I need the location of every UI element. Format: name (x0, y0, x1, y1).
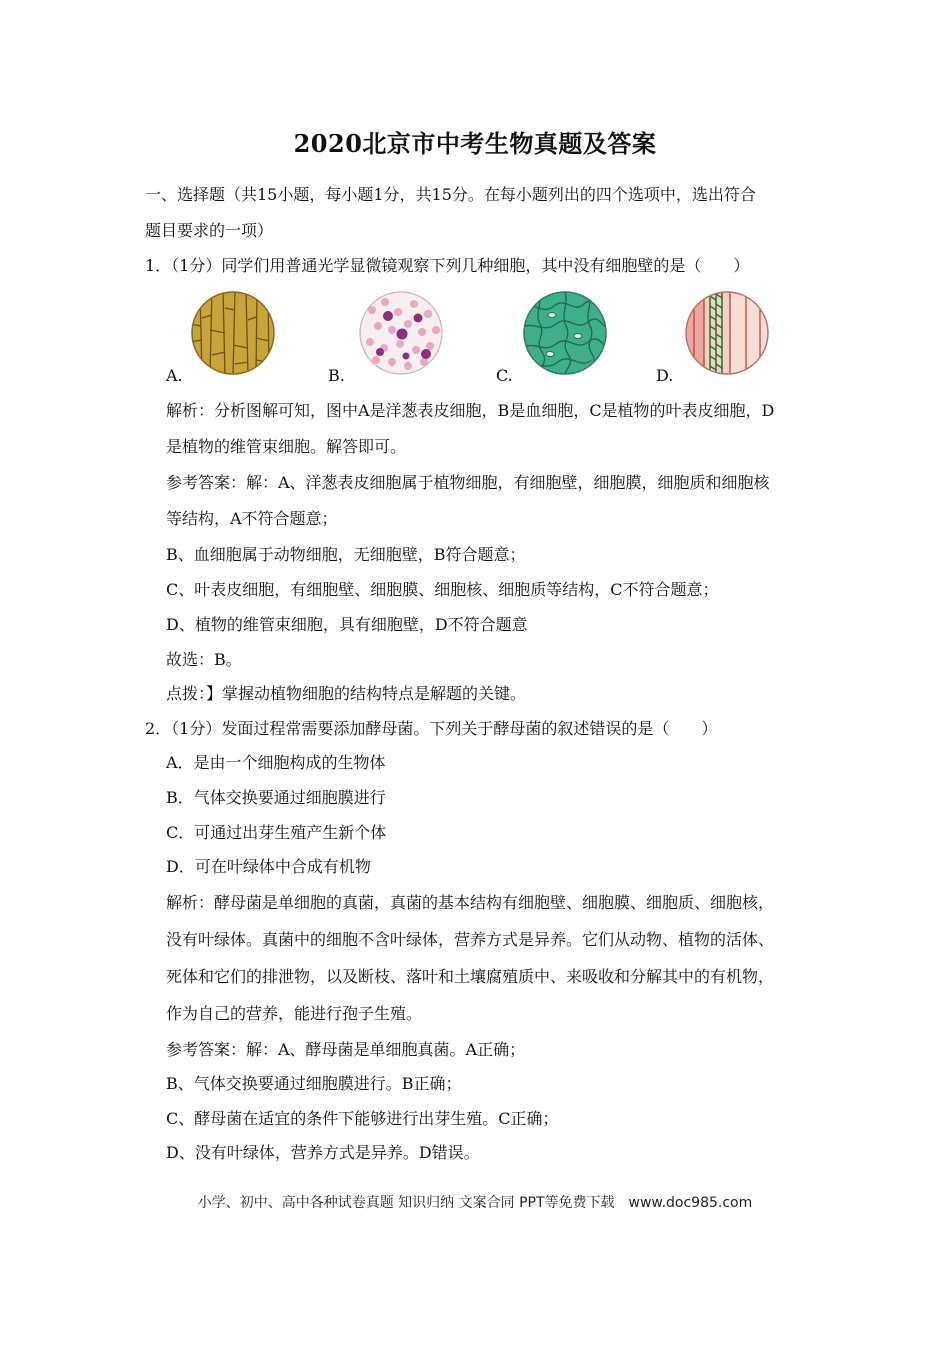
q2-answer-d: D、没有叶绿体，营养方式是异养。D错误。 (166, 1143, 480, 1162)
q2-option-a: A．是由一个细胞构成的生物体 (166, 753, 386, 772)
q1-answer-b: B、血细胞属于动物细胞，无细胞壁，B符合题意； (166, 545, 526, 564)
page-footer: 小学、初中、高中各种试卷真题 知识归纳 文案合同 PPT等免费下载 www.doc985.com (197, 1195, 753, 1211)
q2-answer: 参考答案：解：A、酵母菌是单细胞真菌。A正确； (166, 1040, 526, 1059)
question-2-stem: 2．（1分）发面过程常需要添加酵母菌。下列关于酵母菌的叙述错误的是（ ） (145, 719, 718, 738)
option-c-label: C. (496, 366, 513, 385)
q2-answer-c: C、酵母菌在适宜的条件下能够进行出芽生殖。C正确； (166, 1109, 559, 1128)
q1-tip: 点拨：】掌握动植物细胞的结构特点是解题的关键。 (166, 684, 527, 703)
q1-analysis: 解析：分析图解可知，图中A是洋葱表皮细胞，B是血细胞，C是植物的叶表皮细胞，D (166, 401, 775, 420)
figure-blood-cells (358, 290, 444, 376)
q2-option-b: B．气体交换要通过细胞膜进行 (166, 788, 386, 807)
section-heading-cont: 题目要求的一项） (145, 221, 274, 240)
q1-answer-cont: 等结构，A不符合题意； (166, 509, 338, 528)
q2-answer-b: B、气体交换要通过细胞膜进行。B正确； (166, 1074, 462, 1093)
question-1-figures (0, 290, 950, 385)
figure-onion-epidermis (190, 290, 276, 376)
q2-analysis: 解析：酵母菌是单细胞的真菌，真菌的基本结构有细胞壁、细胞膜、细胞质、细胞核， (166, 893, 775, 912)
figure-leaf-epidermis (522, 290, 608, 376)
q2-analysis-cont-2: 死体和它们的排泄物，以及断枝、落叶和土壤腐殖质中、来吸收和分解其中的有机物， (166, 967, 775, 986)
q1-answer-c: C、叶表皮细胞，有细胞壁、细胞膜、细胞核、细胞质等结构，C不符合题意； (166, 580, 719, 599)
q2-option-d: D．可在叶绿体中合成有机物 (166, 857, 371, 876)
document-title: 2020北京市中考生物真题及答案 (293, 129, 657, 158)
option-a-label: A. (166, 366, 183, 385)
q1-answer: 参考答案：解：A、洋葱表皮细胞属于植物细胞，有细胞壁，细胞膜，细胞质和细胞核 (166, 473, 770, 492)
q2-option-c: C．可通过出芽生殖产生新个体 (166, 823, 387, 842)
q1-analysis-cont: 是植物的维管束细胞。解答即可。 (166, 437, 407, 456)
option-b-label: B. (328, 366, 345, 385)
figure-vascular-bundle (684, 290, 770, 376)
question-1-stem: 1．（1分）同学们用普通光学显微镜观察下列几种细胞，其中没有细胞壁的是（ ） (145, 256, 750, 275)
section-heading: 一、选择题（共15小题，每小题1分，共15分。在每小题列出的四个选项中，选出符合 (145, 185, 756, 204)
q1-choice: 故选：B。 (166, 650, 242, 669)
q1-answer-d: D、植物的维管束细胞，具有细胞壁，D不符合题意 (166, 615, 528, 634)
q2-analysis-cont-1: 没有叶绿体。真菌中的细胞不含叶绿体，营养方式是异养。它们从动物、植物的活体、 (166, 930, 775, 949)
q2-analysis-cont-3: 作为自己的营养，能进行孢子生殖。 (166, 1004, 423, 1023)
option-d-label: D. (656, 366, 674, 385)
